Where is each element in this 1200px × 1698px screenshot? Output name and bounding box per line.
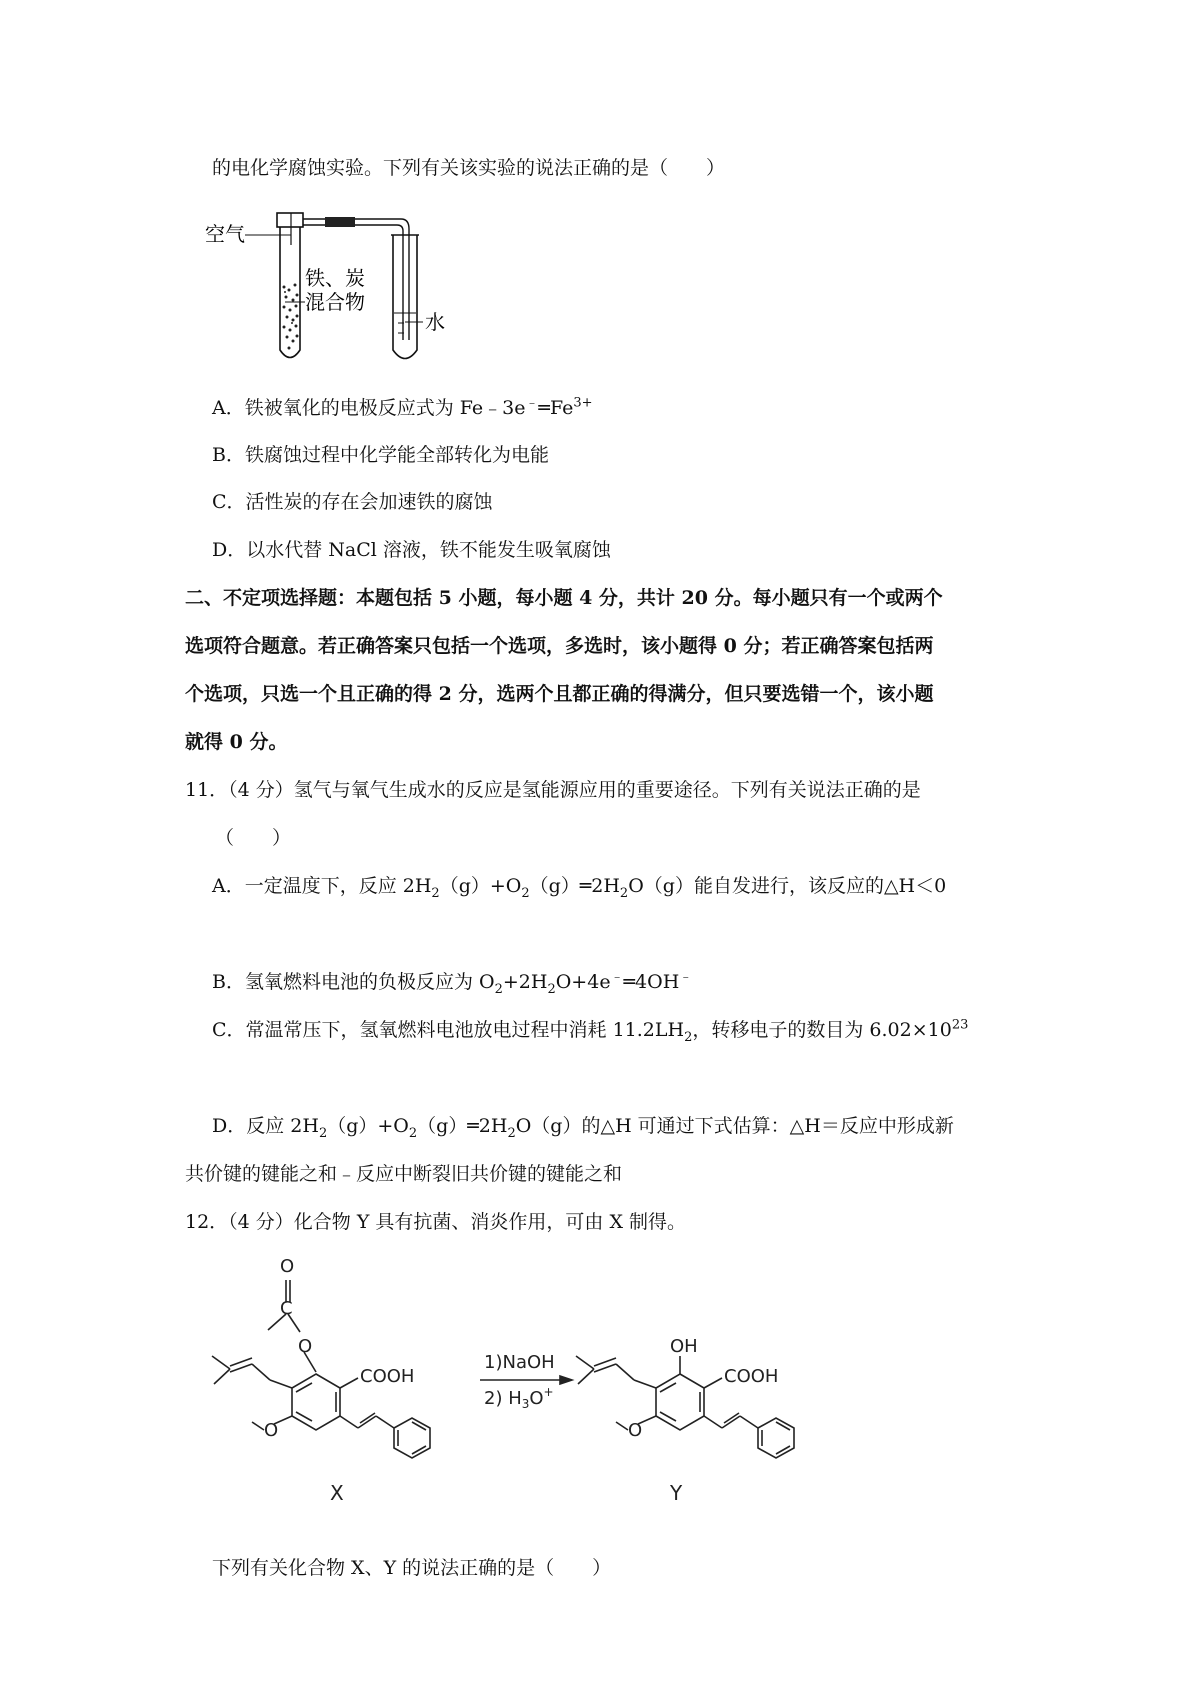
label-iron-carbon: 铁、炭	[305, 266, 365, 290]
label-air: 空气	[205, 222, 245, 246]
q11-answer-paren: （ ）	[215, 827, 292, 849]
q11-option-c: C．常温常压下，氢氧燃料电池放电过程中消耗 $11.2LH_2$，转移电子的数目为 $6.02\times 10^{23}$	[212, 1017, 969, 1045]
y-methoxy-o: O	[628, 1420, 643, 1441]
corrosion-apparatus-figure	[205, 205, 465, 375]
q12-stem: 12．（4 分）化合物 Y 具有抗菌、消炎作用，可由 X 制得。	[185, 1211, 687, 1233]
q12-question: 下列有关化合物 X、Y 的说法正确的是（ ）	[212, 1557, 612, 1579]
compound-x-label: X	[330, 1481, 344, 1505]
x-methoxy-o: O	[264, 1420, 279, 1441]
x-ester-o: O	[298, 1336, 313, 1357]
q10-stem-tail: 的电化学腐蚀实验。下列有关该实验的说法正确的是（ ）	[212, 157, 726, 179]
q10-option-b: B．铁腐蚀过程中化学能全部转化为电能	[212, 444, 549, 466]
q10-option-c: C．活性炭的存在会加速铁的腐蚀	[212, 491, 493, 513]
q10-option-d: D．以水代替 NaCl 溶液，铁不能发生吸氧腐蚀	[212, 539, 611, 561]
right-test-tube	[391, 235, 419, 359]
reaction-scheme-figure	[200, 1252, 860, 1512]
section2-line2: 选项符合题意。若正确答案只包括一个选项，多选时，该小题得 0 分；若正确答案包括两	[185, 635, 934, 657]
section2-line3: 个选项，只选一个且正确的得 2 分，选两个且都正确的得满分，但只要选错一个，该小题	[185, 683, 934, 705]
x-carbonyl-c: C	[280, 1298, 293, 1319]
x-cooh: COOH	[360, 1366, 415, 1387]
compound-y-label: Y	[670, 1481, 683, 1505]
section2-line4: 就得 0 分。	[185, 731, 288, 753]
y-hydroxyl: OH	[670, 1336, 698, 1357]
q11-option-d-line2: 共价键的键能之和﹣反应中断裂旧共价键的键能之和	[185, 1163, 623, 1185]
y-cooh: COOH	[724, 1366, 779, 1387]
q11-option-a: A．一定温度下，反应 $2H_2(g)+O_2(g)═2H_2O(g)$能自发进行，该反应的△H＜0	[212, 875, 947, 901]
reagent-step2: 2) $H_3O^+$	[484, 1385, 554, 1411]
x-carbonyl-o: O	[280, 1256, 295, 1277]
q10-option-a: A．铁被氧化的电极反应式为 $Fe﹣3e^﹣═Fe^{3+}$	[212, 395, 593, 419]
reagent-step1: 1)NaOH	[484, 1352, 555, 1373]
q11-stem: 11．（4 分）氢气与氧气生成水的反应是氢能源应用的重要途径。下列有关说法正确的是	[185, 779, 921, 801]
q11-option-b: B．氢氧燃料电池的负极反应为 $O_2+2H_2O+4e^﹣═4OH^﹣$	[212, 969, 693, 997]
label-mixture: 混合物	[305, 290, 365, 314]
section2-line1: 二、不定项选择题：本题包括 5 小题，每小题 4 分，共计 20 分。每小题只有一个或两个	[185, 587, 943, 609]
label-water: 水	[425, 310, 445, 334]
q11-option-d: D．反应 $2H_2(g)+O_2(g)═2H_2O(g)$的△H 可通过下式估算：△H＝反应中形成新	[212, 1115, 954, 1141]
